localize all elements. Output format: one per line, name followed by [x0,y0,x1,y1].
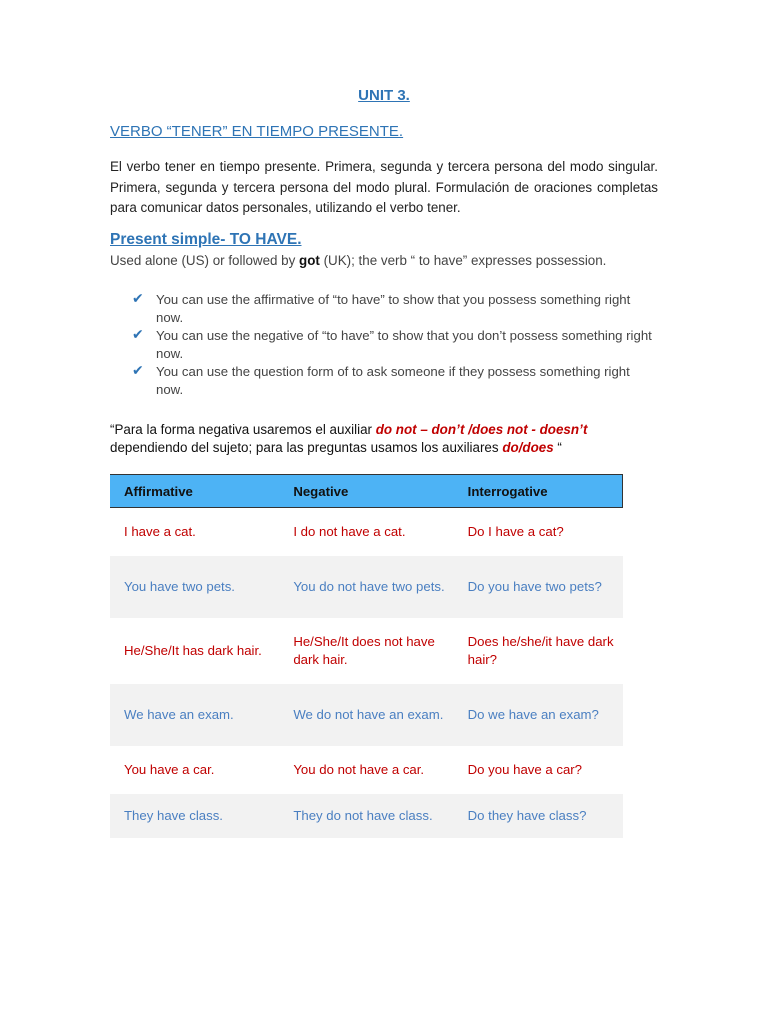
note-negative-auxiliaries: do not – don’t /does not - doesn’t [375,422,588,437]
note-text-start: “Para la forma negativa usaremos el auxiliar [110,422,376,437]
check-item-text: You can use the affirmative of “to have” to show that you possess something right now. [156,292,631,325]
table-cell: Do I have a cat? [454,508,623,556]
table-cell: Do we have an exam? [454,684,623,746]
auxiliary-note [110,421,587,457]
table-cell: Do you have two pets? [454,556,623,618]
table-row [110,508,623,556]
table-cell: We have an exam. [110,684,279,746]
header-negative: Negative [279,475,453,508]
table-cell: You have a car. [110,746,279,794]
table-cell: You do not have a car. [279,746,453,794]
table-row [110,556,623,618]
usage-bold-word: got [299,253,320,268]
intro-paragraph: El verbo tener en tiempo presente. Primera, segunda y tercera persona del modo singular. Primera, segunda y tercera persona del modo plural. Formulación de oraciones completas para comunicar datos personales, utilizando el verbo tener. [110,159,658,215]
table-cell: You do not have two pets. [279,556,453,618]
table-cell: Does he/she/it have dark hair? [454,618,623,684]
checkmark-icon: ✔ [132,290,144,306]
check-list [132,291,652,399]
table-cell: He/She/It has dark hair. [110,618,279,684]
note-question-auxiliaries: do/does [502,440,554,455]
table-cell: Do they have class? [454,794,623,838]
header-interrogative: Interrogative [454,475,623,508]
table-cell: He/She/It does not have dark hair. [279,618,453,684]
header-affirmative: Affirmative [110,475,279,508]
table-cell: I have a cat. [110,508,279,556]
checkmark-icon: ✔ [132,326,144,342]
usage-paragraph [110,253,606,268]
conjugation-table [110,474,623,838]
check-item [132,363,652,398]
unit-title: UNIT 3. [358,87,410,104]
present-simple-heading: Present simple- TO HAVE. [110,231,302,248]
check-item [132,291,652,326]
table-cell: They do not have class. [279,794,453,838]
check-item-text: You can use the question form of to ask someone if they possess something right now. [156,364,630,397]
table-cell: I do not have a cat. [279,508,453,556]
table-cell: They have class. [110,794,279,838]
table-row [110,746,623,794]
table-cell: We do not have an exam. [279,684,453,746]
table-cell: You have two pets. [110,556,279,618]
note-text-middle: dependiendo del sujeto; para las preguntas usamos los auxiliares [110,440,503,455]
usage-text-start: Used alone (US) or followed by [110,253,300,268]
section-subtitle: VERBO “TENER” EN TIEMPO PRESENTE. [110,123,404,140]
checkmark-icon: ✔ [132,362,144,378]
check-item [132,327,652,362]
check-item-text: You can use the negative of “to have” to show that you don’t possess something right now. [156,328,652,361]
table-row [110,794,623,838]
note-text-end: “ [553,440,562,455]
table-row [110,618,623,684]
table-header-row [110,475,623,508]
table-row [110,684,623,746]
usage-text-end: (UK); the verb “ to have” expresses possession. [319,253,607,268]
table-cell: Do you have a car? [454,746,623,794]
